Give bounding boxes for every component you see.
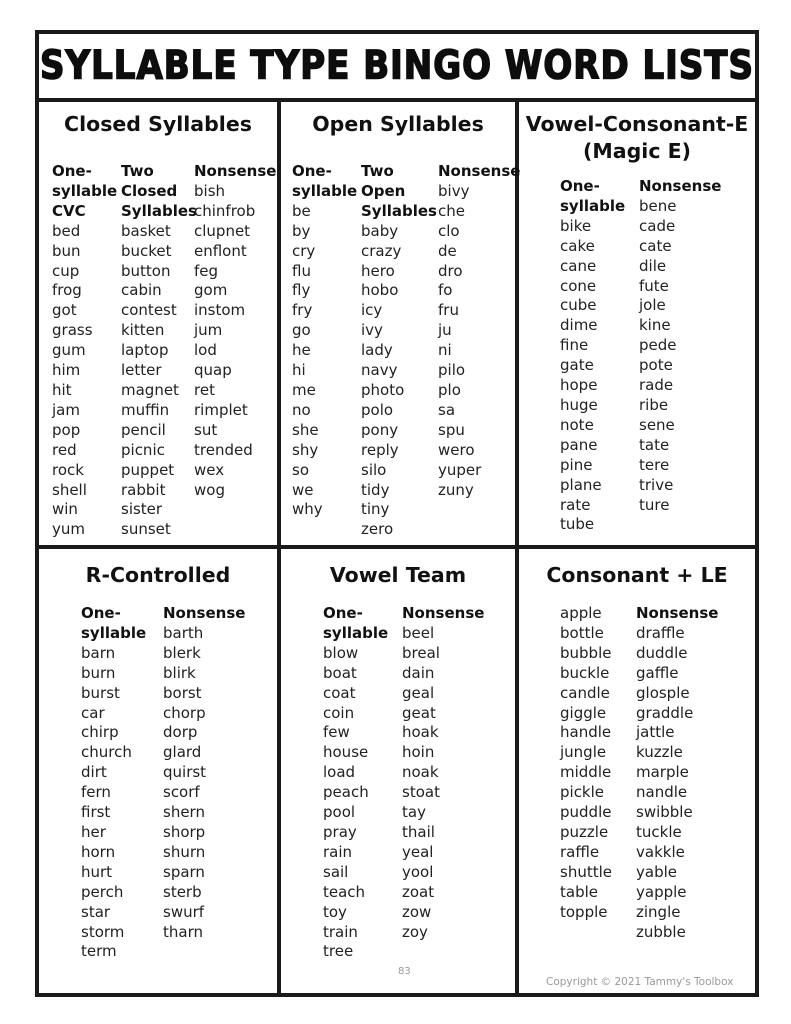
word-item: coin	[323, 703, 355, 722]
word-item: dile	[639, 256, 667, 275]
word-item: enflont	[194, 241, 247, 260]
word-item: term	[81, 942, 117, 961]
word-item: scorf	[163, 783, 200, 802]
section-consonant-le	[519, 549, 755, 993]
word-item: laptop	[121, 341, 169, 360]
column-header-line: One-	[52, 162, 92, 180]
word-item: baby	[361, 221, 399, 240]
word-item: so	[292, 460, 309, 479]
word-columns	[81, 604, 246, 962]
word-item: we	[292, 480, 314, 499]
word-item: shell	[52, 480, 87, 499]
word-item: yool	[402, 862, 434, 881]
word-item: fine	[560, 336, 589, 355]
word-column-nonsense	[639, 177, 722, 535]
word-column-two-open-syllables	[361, 162, 438, 540]
word-item: puddle	[560, 803, 612, 822]
word-item: pray	[323, 822, 357, 841]
word-item: ret	[194, 380, 215, 399]
word-item: ture	[639, 495, 670, 514]
word-item: tiny	[361, 500, 390, 519]
word-item: why	[292, 500, 323, 519]
word-item: yuper	[438, 460, 482, 479]
word-item: yable	[636, 862, 677, 881]
word-item: pote	[639, 356, 673, 375]
word-item: dirt	[81, 763, 107, 782]
word-item: cube	[560, 296, 597, 315]
word-item: instom	[194, 301, 246, 320]
word-item: tate	[639, 435, 670, 454]
word-item: fry	[292, 301, 313, 320]
word-list-sheet	[35, 30, 759, 997]
word-item: pilo	[438, 361, 466, 380]
word-item: rock	[52, 460, 84, 479]
word-item: pine	[560, 455, 593, 474]
page-title: SYLLABLE TYPE BINGO WORD LISTS	[40, 43, 754, 89]
word-item: pede	[639, 336, 677, 355]
word-item: sunset	[121, 520, 171, 539]
column-header-line: Closed	[121, 181, 178, 200]
word-item: letter	[121, 361, 162, 380]
word-item: yeal	[402, 842, 434, 861]
word-item: trended	[194, 440, 253, 459]
word-item: jum	[194, 321, 223, 340]
word-item: clo	[438, 221, 460, 240]
column-header-line: Nonsense	[438, 162, 521, 180]
word-item: borst	[163, 683, 202, 702]
word-item: graddle	[636, 703, 694, 722]
word-item: wex	[194, 460, 225, 479]
word-item: burst	[81, 683, 120, 702]
word-item: ribe	[639, 395, 669, 414]
word-item: blerk	[163, 643, 201, 662]
word-item: stoat	[402, 783, 440, 802]
word-item: sterb	[163, 882, 202, 901]
word-item: burn	[81, 663, 116, 682]
word-item: ni	[438, 341, 452, 360]
column-header-line: One-	[323, 604, 363, 622]
word-column-two-closed-syllables	[121, 162, 197, 540]
column-header-line: One-	[81, 604, 121, 622]
word-item: noak	[402, 763, 439, 782]
section-title-line: Vowel-Consonant-E	[525, 112, 749, 136]
word-item: dain	[402, 663, 435, 682]
word-item: hit	[52, 380, 72, 399]
word-item: toy	[323, 902, 347, 921]
word-item: chorp	[163, 703, 206, 722]
word-item: kitten	[121, 321, 165, 340]
word-item: marple	[636, 763, 689, 782]
word-item: candle	[560, 683, 610, 702]
word-item: quirst	[163, 763, 207, 782]
word-column-one-syllable	[323, 604, 402, 962]
word-item: spu	[438, 420, 465, 439]
word-item: shuttle	[560, 862, 612, 881]
word-item: dro	[438, 261, 463, 280]
section-title: R-Controlled	[85, 563, 231, 587]
word-item: shorp	[163, 822, 206, 841]
word-item: be	[292, 201, 311, 220]
word-item: polo	[361, 400, 394, 419]
word-item: bivy	[438, 181, 470, 200]
word-item: wero	[438, 440, 475, 459]
section-vowel-consonant-e	[519, 102, 755, 545]
word-item: blow	[323, 643, 359, 662]
word-column-one-syllable	[81, 604, 163, 962]
column-header-line: Syllables	[361, 201, 437, 220]
word-item: puzzle	[560, 822, 609, 841]
word-item: zuny	[438, 480, 474, 499]
word-item: tube	[560, 515, 595, 534]
word-item: picnic	[121, 440, 165, 459]
word-item: pickle	[560, 783, 605, 802]
word-item: puppet	[121, 460, 175, 479]
word-item: tay	[402, 803, 426, 822]
word-columns	[560, 604, 719, 942]
title-bar	[39, 34, 755, 102]
column-header-line: Nonsense	[402, 604, 485, 622]
word-item: photo	[361, 380, 405, 399]
column-header-line: Nonsense	[639, 177, 722, 195]
word-item: she	[292, 420, 319, 439]
word-item: middle	[560, 763, 612, 782]
word-item: bun	[52, 241, 81, 260]
word-columns	[292, 162, 521, 540]
word-item: him	[52, 361, 81, 380]
word-item: got	[52, 301, 77, 320]
word-item: gate	[560, 356, 594, 375]
word-item: de	[438, 241, 457, 260]
word-item: dime	[560, 316, 598, 335]
word-item: contest	[121, 301, 177, 320]
word-column-nonsense	[163, 604, 246, 962]
word-item: gum	[52, 341, 86, 360]
word-item: rain	[323, 842, 353, 861]
word-item: by	[292, 221, 311, 240]
word-item: horn	[81, 842, 116, 861]
word-item: hero	[361, 261, 395, 280]
word-item: vakkle	[636, 842, 685, 861]
word-item: glosple	[636, 683, 690, 702]
word-item: tree	[323, 942, 354, 961]
word-item: barn	[81, 643, 116, 662]
word-item: pop	[52, 420, 81, 439]
word-column-nonsense	[636, 604, 719, 942]
word-item: pencil	[121, 420, 166, 439]
word-item: note	[560, 415, 594, 434]
word-item: hurt	[81, 862, 113, 881]
word-item: boat	[323, 663, 357, 682]
word-item: handle	[560, 723, 612, 742]
word-column-nonsense	[194, 162, 277, 540]
section-title: Vowel Team	[329, 563, 467, 587]
word-item: fru	[438, 301, 459, 320]
word-item: car	[81, 703, 105, 722]
word-item: fute	[639, 276, 669, 295]
word-item: sister	[121, 500, 163, 519]
word-item: shurn	[163, 842, 206, 861]
section-title	[519, 111, 755, 165]
column-header-line: CVC	[52, 201, 86, 220]
word-item: cate	[639, 236, 672, 255]
column-header-line: Two	[361, 162, 394, 180]
word-item: tidy	[361, 480, 390, 499]
word-item: zero	[361, 520, 394, 539]
word-item: sail	[323, 862, 349, 881]
word-item: wog	[194, 480, 225, 499]
word-item: giggle	[560, 703, 607, 722]
word-item: plo	[438, 380, 461, 399]
word-item: grass	[52, 321, 93, 340]
word-item: topple	[560, 902, 608, 921]
word-item: beel	[402, 623, 435, 642]
word-item: church	[81, 743, 132, 762]
word-item: gaffle	[636, 663, 679, 682]
word-item: geal	[402, 683, 435, 702]
word-item: nandle	[636, 783, 688, 802]
column-header-line: Nonsense	[194, 162, 277, 180]
word-item: navy	[361, 361, 398, 380]
word-item: shy	[292, 440, 319, 459]
word-item: jam	[52, 400, 80, 419]
column-header-line: syllable	[52, 181, 118, 200]
column-header-line: One-	[292, 162, 332, 180]
word-item: cone	[560, 276, 597, 295]
section-title: Closed Syllables	[64, 112, 252, 136]
word-item: shern	[163, 803, 205, 822]
word-item: tuckle	[636, 822, 682, 841]
word-item: bish	[194, 181, 226, 200]
word-item: rabbit	[121, 480, 166, 499]
word-columns	[560, 177, 722, 535]
word-item: thail	[402, 822, 435, 841]
word-item: rimplet	[194, 400, 248, 419]
word-columns	[52, 162, 277, 540]
column-header-line: syllable	[81, 623, 147, 642]
section-title: Open Syllables	[312, 112, 484, 136]
word-item: zow	[402, 902, 432, 921]
word-item: no	[292, 400, 311, 419]
word-item: geat	[402, 703, 436, 722]
word-item: button	[121, 261, 171, 280]
word-item: swibble	[636, 803, 693, 822]
word-item: go	[292, 321, 311, 340]
word-item: gom	[194, 281, 228, 300]
word-item: flu	[292, 261, 311, 280]
copyright-notice: Copyright © 2021 Tammy's Toolbox	[546, 976, 734, 988]
word-item: chirp	[81, 723, 119, 742]
word-item: swurf	[163, 902, 205, 921]
word-item: he	[292, 341, 311, 360]
word-item: dorp	[163, 723, 198, 742]
word-item: cane	[560, 256, 597, 275]
column-header-line: Syllables	[121, 201, 197, 220]
word-item: huge	[560, 395, 598, 414]
word-item: coat	[323, 683, 356, 702]
word-item: rade	[639, 376, 674, 395]
word-item: sene	[639, 415, 675, 434]
word-item: lod	[194, 341, 217, 360]
word-item: zoat	[402, 882, 435, 901]
word-column-words	[560, 604, 636, 942]
word-item: house	[323, 743, 369, 762]
word-item: pane	[560, 435, 598, 454]
word-item: frog	[52, 281, 82, 300]
word-item: buckle	[560, 663, 610, 682]
word-item: tharn	[163, 922, 203, 941]
section-vowel-team	[281, 549, 515, 993]
word-item: ivy	[361, 321, 383, 340]
word-item: chinfrob	[194, 201, 256, 220]
column-header-line: Open	[361, 181, 406, 200]
column-header-line: Two	[121, 162, 154, 180]
word-item: storm	[81, 922, 125, 941]
word-item: hi	[292, 361, 306, 380]
word-item: cry	[292, 241, 316, 260]
word-item: zoy	[402, 922, 428, 941]
word-item: apple	[560, 604, 602, 622]
word-item: bike	[560, 216, 592, 235]
word-column-one-syllable-cvc	[52, 162, 121, 540]
word-item: pool	[323, 803, 356, 822]
word-item: pony	[361, 420, 399, 439]
word-item: fo	[438, 281, 453, 300]
word-item: bubble	[560, 643, 612, 662]
word-item: duddle	[636, 643, 688, 662]
section-r-controlled	[39, 549, 277, 993]
word-item: ju	[438, 321, 452, 340]
word-item: che	[438, 201, 465, 220]
word-item: jole	[639, 296, 666, 315]
word-item: icy	[361, 301, 383, 320]
word-item: sa	[438, 400, 456, 419]
word-columns	[323, 604, 485, 962]
section-open-syllables	[281, 102, 521, 545]
word-item: few	[323, 723, 350, 742]
column-header-line: Nonsense	[163, 604, 246, 622]
word-item: zubble	[636, 922, 686, 941]
word-item: yapple	[636, 882, 687, 901]
word-item: clupnet	[194, 221, 251, 240]
column-header-line: syllable	[323, 623, 389, 642]
word-item: sut	[194, 420, 218, 439]
column-header-line: syllable	[292, 181, 358, 200]
word-item: hope	[560, 376, 598, 395]
word-item: muffin	[121, 400, 170, 419]
section-title: Consonant + LE	[546, 563, 728, 587]
word-item: hobo	[361, 281, 399, 300]
word-item: jattle	[636, 723, 675, 742]
section-closed-syllables	[39, 102, 277, 545]
word-item: basket	[121, 221, 171, 240]
word-item: rate	[560, 495, 591, 514]
word-item: kuzzle	[636, 743, 683, 762]
word-item: red	[52, 440, 77, 459]
word-item: cade	[639, 216, 676, 235]
column-header-line: One-	[560, 177, 600, 195]
word-item: fern	[81, 783, 111, 802]
word-item: kine	[639, 316, 671, 335]
word-item: tere	[639, 455, 670, 474]
word-item: table	[560, 882, 598, 901]
word-item: bene	[639, 196, 677, 215]
word-item: reply	[361, 440, 399, 459]
word-item: sparn	[163, 862, 205, 881]
section-title-line: (Magic E)	[583, 139, 691, 163]
word-item: breal	[402, 643, 440, 662]
sections-grid	[39, 102, 755, 993]
word-item: her	[81, 822, 106, 841]
word-item: zingle	[636, 902, 681, 921]
word-item: load	[323, 763, 356, 782]
word-column-one-syllable	[292, 162, 361, 540]
word-item: yum	[52, 520, 85, 539]
word-item: trive	[639, 475, 674, 494]
word-item: cabin	[121, 281, 162, 300]
column-header-line: Nonsense	[636, 604, 719, 622]
word-item: bottle	[560, 623, 604, 642]
word-item: cup	[52, 261, 80, 280]
word-item: barth	[163, 623, 204, 642]
word-item: glard	[163, 743, 202, 762]
word-item: cake	[560, 236, 595, 255]
word-item: hoin	[402, 743, 435, 762]
word-item: teach	[323, 882, 366, 901]
word-item: fly	[292, 281, 311, 300]
word-item: me	[292, 380, 316, 399]
word-item: magnet	[121, 380, 179, 399]
word-item: win	[52, 500, 78, 519]
word-item: crazy	[361, 241, 402, 260]
word-column-one-syllable	[560, 177, 639, 535]
page-number: 83	[398, 966, 411, 977]
word-item: silo	[361, 460, 387, 479]
word-item: bed	[52, 221, 81, 240]
word-column-nonsense	[402, 604, 485, 962]
word-item: hoak	[402, 723, 439, 742]
word-item: perch	[81, 882, 124, 901]
word-item: train	[323, 922, 358, 941]
word-column-nonsense	[438, 162, 521, 540]
column-header-line: syllable	[560, 196, 626, 215]
word-item: bucket	[121, 241, 172, 260]
word-item: draffle	[636, 623, 685, 642]
word-item: raffle	[560, 842, 600, 861]
word-item: feg	[194, 261, 219, 280]
word-item: first	[81, 803, 111, 822]
word-item: quap	[194, 361, 232, 380]
word-item: plane	[560, 475, 602, 494]
word-item: peach	[323, 783, 369, 802]
word-item: lady	[361, 341, 393, 360]
word-item: star	[81, 902, 111, 921]
word-item: jungle	[560, 743, 607, 762]
word-item: blirk	[163, 663, 196, 682]
